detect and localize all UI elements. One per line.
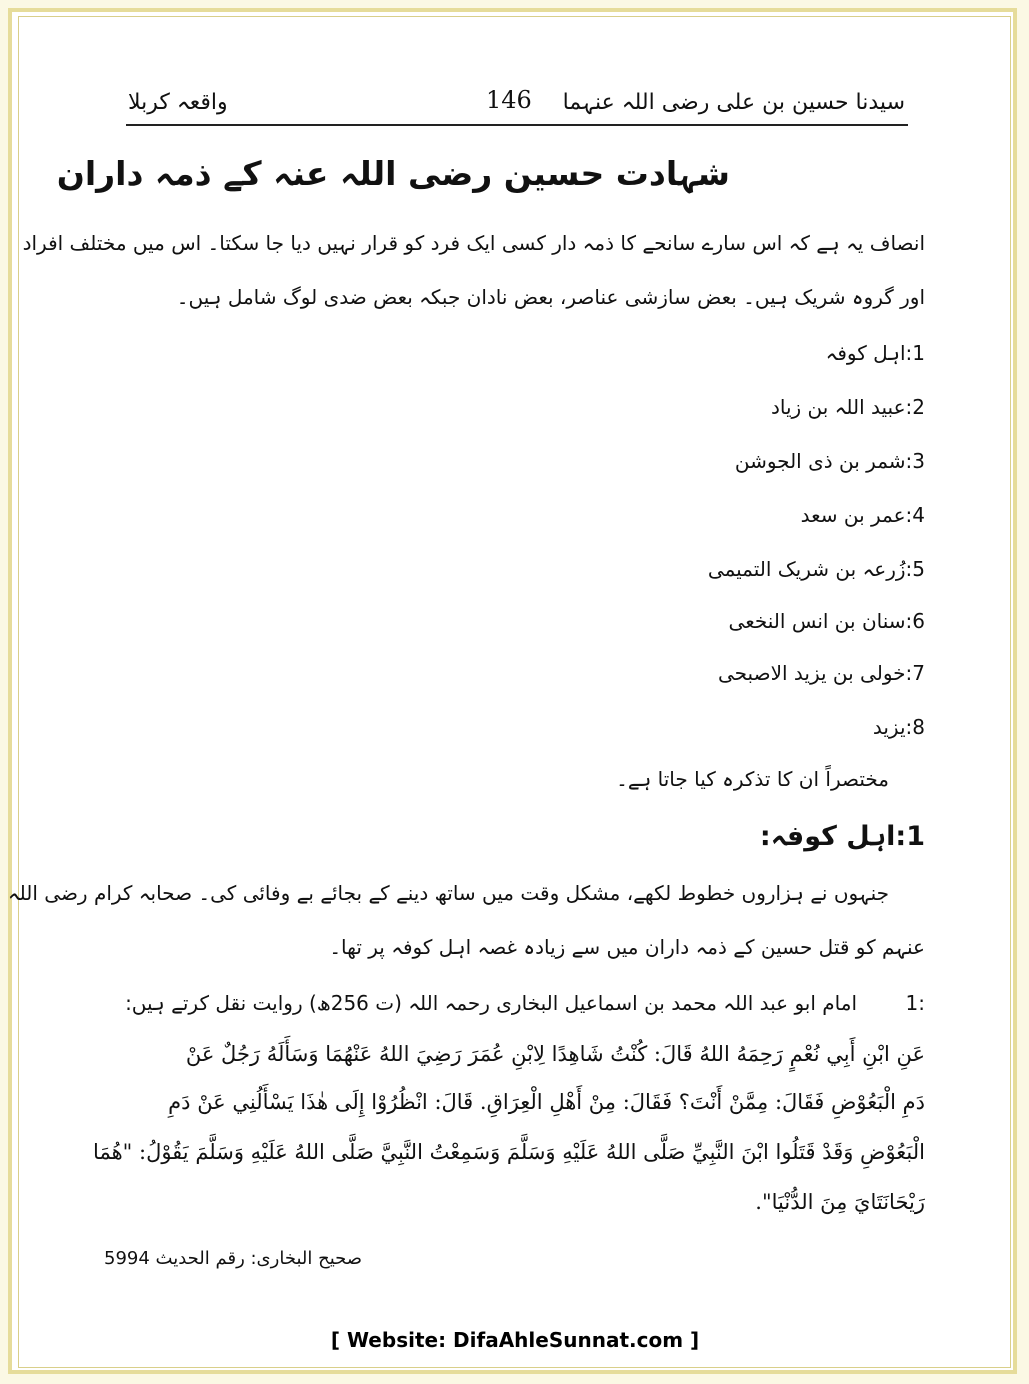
hadith-line-3: الْبَعُوْضِ وَقَدْ قَتَلُوا ابْنَ النَّبِيِّ صَلَّى اللهُ عَلَيْهِ وَسَلَّمَ وَسَمِعْتُ النَّبِيَّ صَلَّى اللهُ عَلَيْهِ وَسَلَّمَ يَقُوْلُ: "هُمَا [93, 1140, 925, 1164]
page-border [8, 8, 1017, 1374]
list-item: 6:سنان بن انس النخعی [728, 609, 925, 633]
website-link[interactable]: [ Website: DifaAhleSunnat.com ] [330, 1328, 700, 1352]
page-title: شہادت حسین رضی اللہ عنہ کے ذمہ داران [56, 154, 730, 193]
hadith-line-4: رَيْحَانَتَايَ مِنَ الدُّنْيَا". [755, 1190, 925, 1214]
narration-text: امام ابو عبد اللہ محمد بن اسماعیل البخاری رحمہ اللہ (ت 256ھ) روایت نقل کرتے ہیں: [125, 991, 857, 1015]
intro-line-1: انصاف یہ ہے کہ اس سارے سانحے کا ذمہ دار کسی ایک فرد کو قرار نہیں دیا جا سکتا۔ اس میں مختلف افراد [22, 231, 925, 255]
header-book-title: سیدنا حسین بن علی رضی اللہ عنہما [562, 90, 905, 115]
list-item: 4:عمر بن سعد [800, 503, 925, 527]
list-item: 1:اہل کوفہ [825, 341, 925, 365]
summary-line: مختصراً ان کا تذکرہ کیا جاتا ہے۔ [616, 767, 889, 791]
hadith-reference: صحیح البخاری: رقم الحدیث 5994 [104, 1248, 363, 1269]
page-number: 146 [486, 86, 532, 114]
header-divider [126, 124, 908, 126]
list-item: 3:شمر بن ذی الجوشن [734, 449, 925, 473]
list-item: 5:زُرعہ بن شریک التمیمی [707, 557, 925, 581]
intro-line-2: اور گروہ شریک ہیں۔ بعض سازشی عناصر، بعض نادان جبکہ بعض ضدی لوگ شامل ہیں۔ [176, 285, 925, 309]
header-chapter-title: واقعہ کربلا [128, 90, 228, 115]
section-line-1: جنہوں نے ہزاروں خطوط لکھے، مشکل وقت میں ساتھ دینے کے بجائے بے وفائی کی۔ صحابہ کرام رضی اللہ [7, 881, 889, 905]
narration-number: 1: [905, 991, 925, 1015]
hadith-line-2: دَمِ الْبَعُوْضِ فَقَالَ: مِمَّنْ أَنْتَ؟ فَقَالَ: مِنْ أَهْلِ الْعِرَاقِ. قَالَ: انْظُرُوْا إِلَى هٰذَا يَسْأَلُنِي عَنْ دَمِ [168, 1090, 925, 1114]
list-item: 7:خولی بن یزید الاصبحی [717, 661, 925, 685]
section-heading: 1:اہل کوفہ: [759, 821, 925, 852]
hadith-line-1: عَنِ ابْنِ أَبِي نُعْمٍ رَحِمَهُ اللهُ قَالَ: كُنْتُ شَاهِدًا لِابْنِ عُمَرَ رَضِيَ اللهُ عَنْهُمَا وَسَأَلَهُ رَجُلٌ عَنْ [185, 1042, 925, 1066]
list-item: 8:یزید [872, 715, 925, 739]
section-line-2: عنہم کو قتل حسین کے ذمہ داران میں سے زیادہ غصہ اہل کوفہ پر تھا۔ [329, 935, 925, 959]
list-item: 2:عبید اللہ بن زیاد [770, 395, 925, 419]
